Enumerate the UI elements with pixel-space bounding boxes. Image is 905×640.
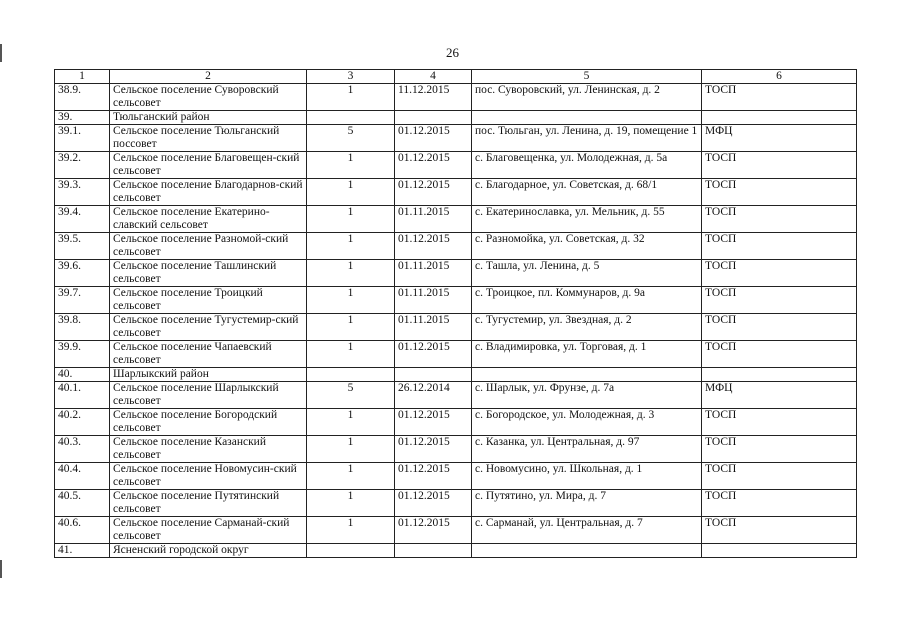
table-row	[55, 287, 857, 314]
column-header: 3	[307, 70, 395, 84]
office-type: ТОСП	[702, 84, 857, 111]
office-type: ТОСП	[702, 409, 857, 436]
opening-date: 01.12.2015	[395, 463, 472, 490]
address: с. Сарманай, ул. Центральная, д. 7	[472, 517, 702, 544]
district-row	[55, 544, 857, 558]
window-count: 1	[307, 436, 395, 463]
opening-date: 11.12.2015	[395, 84, 472, 111]
window-count: 1	[307, 490, 395, 517]
opening-date: 01.12.2015	[395, 233, 472, 260]
row-number: 40.3.	[55, 436, 110, 463]
table-row	[55, 125, 857, 152]
office-type: ТОСП	[702, 517, 857, 544]
opening-date: 01.12.2015	[395, 436, 472, 463]
opening-date: 01.11.2015	[395, 287, 472, 314]
empty-cell	[307, 544, 395, 558]
table-row	[55, 233, 857, 260]
row-number: 39.7.	[55, 287, 110, 314]
office-type: ТОСП	[702, 463, 857, 490]
empty-cell	[395, 111, 472, 125]
address: с. Богородское, ул. Молодежная, д. 3	[472, 409, 702, 436]
row-number: 39.8.	[55, 314, 110, 341]
page-number: 26	[446, 45, 459, 60]
row-number: 40.6.	[55, 517, 110, 544]
table-row	[55, 152, 857, 179]
row-number: 40.	[55, 368, 110, 382]
address: с. Шарлык, ул. Фрунзе, д. 7а	[472, 382, 702, 409]
window-count: 1	[307, 260, 395, 287]
column-header: 2	[110, 70, 307, 84]
row-number: 39.4.	[55, 206, 110, 233]
opening-date: 01.11.2015	[395, 206, 472, 233]
empty-cell	[472, 368, 702, 382]
row-number: 39.9.	[55, 341, 110, 368]
address: с. Разномойка, ул. Советская, д. 32	[472, 233, 702, 260]
settlement-name: Сельское поселение Богородский сельсовет	[110, 409, 307, 436]
opening-date: 01.12.2015	[395, 341, 472, 368]
column-header: 4	[395, 70, 472, 84]
opening-date: 01.11.2015	[395, 260, 472, 287]
row-number: 39.	[55, 111, 110, 125]
window-count: 5	[307, 382, 395, 409]
settlement-name: Сельское поселение Благодарнов-ский сельсовет	[110, 179, 307, 206]
column-header: 6	[702, 70, 857, 84]
address: с. Новомусино, ул. Школьная, д. 1	[472, 463, 702, 490]
table-row	[55, 84, 857, 111]
table-row	[55, 463, 857, 490]
row-number: 39.6.	[55, 260, 110, 287]
district-row	[55, 368, 857, 382]
settlement-name: Сельское поселение Новомусин-ский сельсовет	[110, 463, 307, 490]
window-count: 5	[307, 125, 395, 152]
office-type: ТОСП	[702, 341, 857, 368]
column-header: 1	[55, 70, 110, 84]
office-type: ТОСП	[702, 314, 857, 341]
opening-date: 01.11.2015	[395, 314, 472, 341]
window-count: 1	[307, 152, 395, 179]
office-type: ТОСП	[702, 436, 857, 463]
address: с. Владимировка, ул. Торговая, д. 1	[472, 341, 702, 368]
office-type: ТОСП	[702, 179, 857, 206]
empty-cell	[702, 368, 857, 382]
window-count: 1	[307, 517, 395, 544]
address: с. Казанка, ул. Центральная, д. 97	[472, 436, 702, 463]
address: с. Путятино, ул. Мира, д. 7	[472, 490, 702, 517]
window-count: 1	[307, 206, 395, 233]
window-count: 1	[307, 233, 395, 260]
office-type: ТОСП	[702, 233, 857, 260]
margin-mark	[0, 560, 2, 578]
district-name: Шарлыкский район	[110, 368, 307, 382]
table-row	[55, 517, 857, 544]
window-count: 1	[307, 84, 395, 111]
table-row	[55, 409, 857, 436]
settlement-name: Сельское поселение Тугустемир-ский сельсовет	[110, 314, 307, 341]
settlement-name: Сельское поселение Сарманай-ский сельсовет	[110, 517, 307, 544]
office-type: МФЦ	[702, 125, 857, 152]
opening-date: 01.12.2015	[395, 179, 472, 206]
window-count: 1	[307, 314, 395, 341]
row-number: 39.2.	[55, 152, 110, 179]
address: с. Благовещенка, ул. Молодежная, д. 5а	[472, 152, 702, 179]
row-number: 40.2.	[55, 409, 110, 436]
table-row	[55, 314, 857, 341]
office-type: МФЦ	[702, 382, 857, 409]
settlement-name: Сельское поселение Казанский сельсовет	[110, 436, 307, 463]
empty-cell	[702, 544, 857, 558]
empty-cell	[395, 544, 472, 558]
settlement-name: Сельское поселение Путятинский сельсовет	[110, 490, 307, 517]
table-row	[55, 260, 857, 287]
header-row	[55, 70, 857, 84]
row-number: 39.1.	[55, 125, 110, 152]
settlement-name: Сельское поселение Шарлыкский сельсовет	[110, 382, 307, 409]
opening-date: 01.12.2015	[395, 490, 472, 517]
row-number: 39.3.	[55, 179, 110, 206]
settlement-name: Сельское поселение Тюльганский поссовет	[110, 125, 307, 152]
district-row	[55, 111, 857, 125]
opening-date: 01.12.2015	[395, 517, 472, 544]
empty-cell	[472, 544, 702, 558]
office-type: ТОСП	[702, 490, 857, 517]
row-number: 40.4.	[55, 463, 110, 490]
window-count: 1	[307, 409, 395, 436]
window-count: 1	[307, 341, 395, 368]
opening-date: 01.12.2015	[395, 125, 472, 152]
row-number: 41.	[55, 544, 110, 558]
address: с. Екатеринославка, ул. Мельник, д. 55	[472, 206, 702, 233]
settlement-name: Сельское поселение Троицкий сельсовет	[110, 287, 307, 314]
address: с. Благодарное, ул. Советская, д. 68/1	[472, 179, 702, 206]
table-row	[55, 490, 857, 517]
office-type: ТОСП	[702, 287, 857, 314]
registry-table	[54, 69, 857, 558]
empty-cell	[702, 111, 857, 125]
address: с. Ташла, ул. Ленина, д. 5	[472, 260, 702, 287]
office-type: ТОСП	[702, 206, 857, 233]
empty-cell	[395, 368, 472, 382]
opening-date: 01.12.2015	[395, 409, 472, 436]
district-name: Тюльганский район	[110, 111, 307, 125]
row-number: 39.5.	[55, 233, 110, 260]
settlement-name: Сельское поселение Ташлинский сельсовет	[110, 260, 307, 287]
row-number: 40.1.	[55, 382, 110, 409]
settlement-name: Сельское поселение Разномой-ский сельсовет	[110, 233, 307, 260]
table-row	[55, 179, 857, 206]
empty-cell	[307, 368, 395, 382]
window-count: 1	[307, 287, 395, 314]
address: пос. Суворовский, ул. Ленинская, д. 2	[472, 84, 702, 111]
office-type: ТОСП	[702, 260, 857, 287]
window-count: 1	[307, 179, 395, 206]
settlement-name: Сельское поселение Суворовский сельсовет	[110, 84, 307, 111]
district-name: Ясненский городской округ	[110, 544, 307, 558]
settlement-name: Сельское поселение Екатерино-славский сельсовет	[110, 206, 307, 233]
table-body	[55, 84, 857, 558]
column-header: 5	[472, 70, 702, 84]
empty-cell	[307, 111, 395, 125]
opening-date: 26.12.2014	[395, 382, 472, 409]
table-row	[55, 341, 857, 368]
office-type: ТОСП	[702, 152, 857, 179]
window-count: 1	[307, 463, 395, 490]
address: пос. Тюльган, ул. Ленина, д. 19, помещение 1	[472, 125, 702, 152]
row-number: 38.9.	[55, 84, 110, 111]
settlement-name: Сельское поселение Благовещен-ский сельсовет	[110, 152, 307, 179]
address: с. Тугустемир, ул. Звездная, д. 2	[472, 314, 702, 341]
row-number: 40.5.	[55, 490, 110, 517]
settlement-name: Сельское поселение Чапаевский сельсовет	[110, 341, 307, 368]
table-row	[55, 436, 857, 463]
table-row	[55, 206, 857, 233]
table-row	[55, 382, 857, 409]
address: с. Троицкое, пл. Коммунаров, д. 9а	[472, 287, 702, 314]
opening-date: 01.12.2015	[395, 152, 472, 179]
empty-cell	[472, 111, 702, 125]
